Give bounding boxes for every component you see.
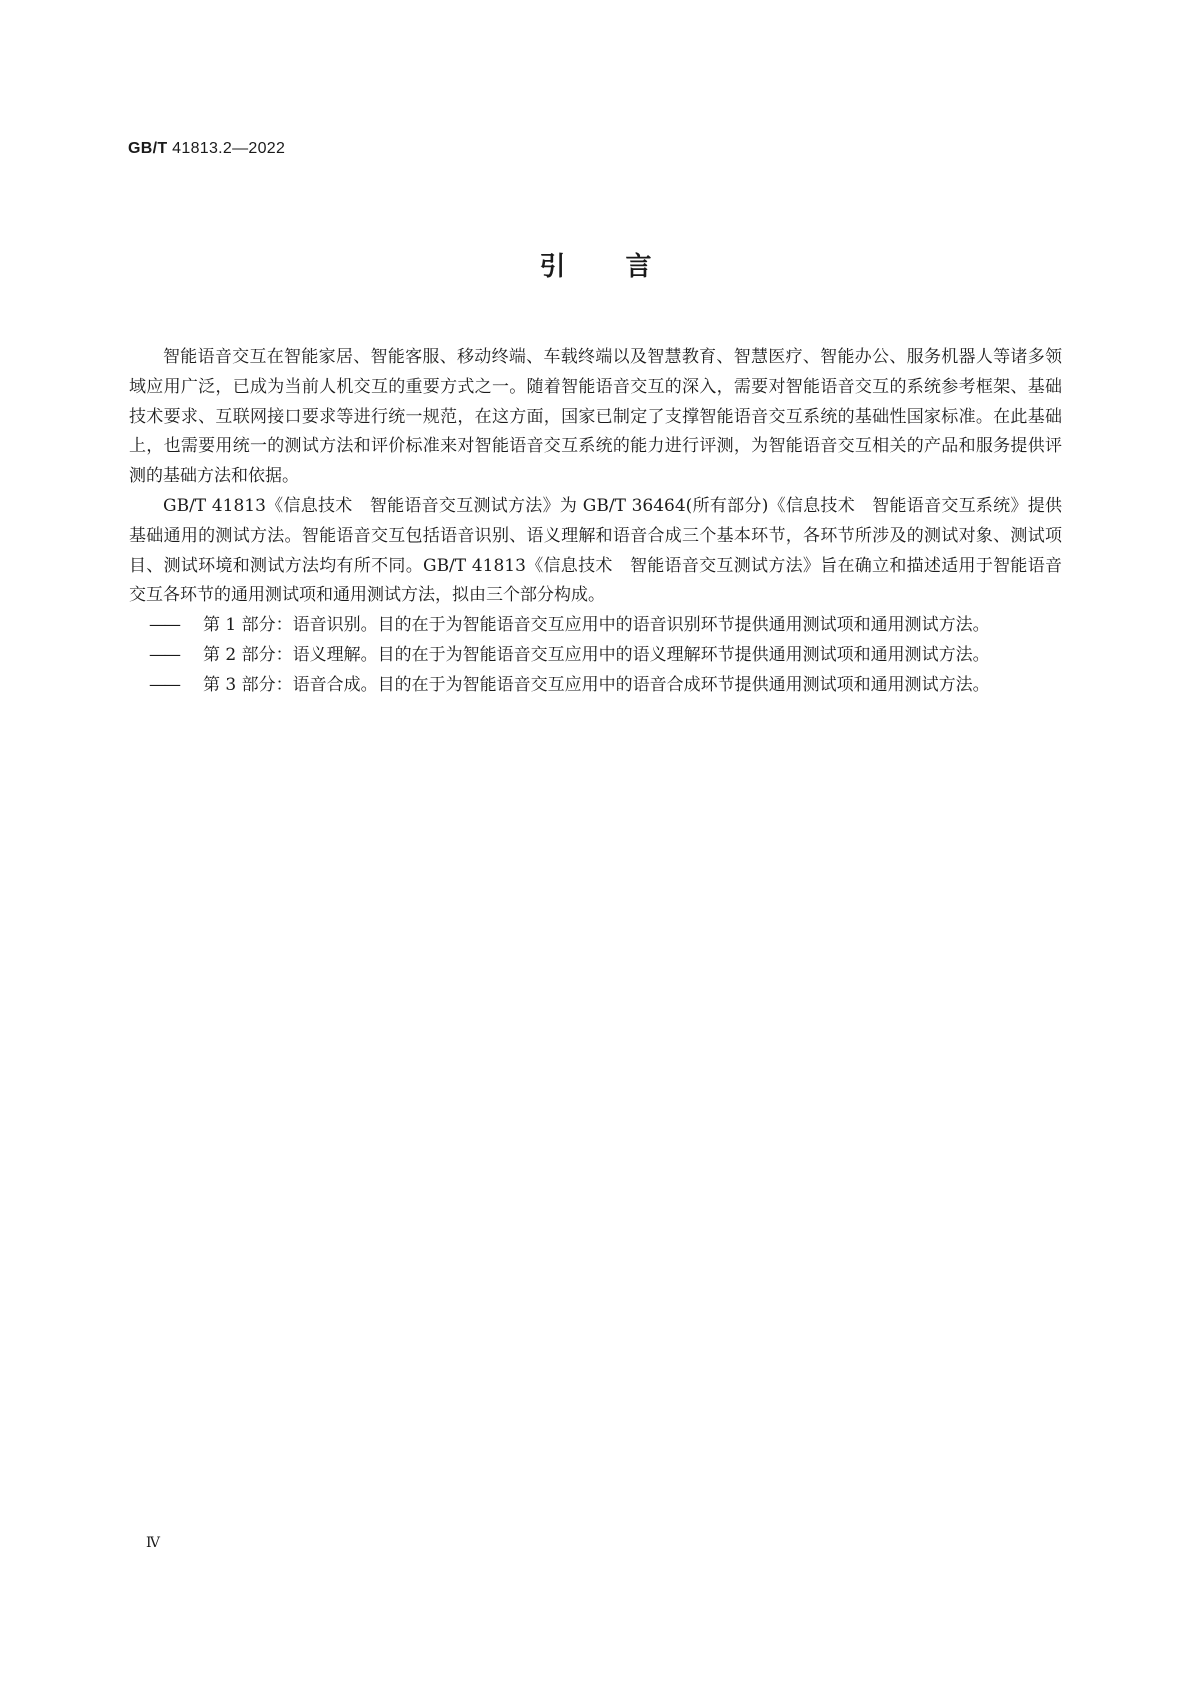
standard-code-prefix: GB/T <box>128 140 168 157</box>
list-item-text: 第 2 部分：语义理解。目的在于为智能语音交互应用中的语义理解环节提供通用测试项和通用测试方法。 <box>203 644 990 665</box>
page-number: Ⅳ <box>146 1535 160 1551</box>
dash-marker: —— <box>149 644 179 665</box>
paragraph-2: GB/T 41813《信息技术 智能语音交互测试方法》为 GB/T 36464(所有部分)《信息技术 智能语音交互系统》提供基础通用的测试方法。智能语音交互包括语音识别、语义理解和语音合成三个基本环节，各环节所涉及的测试对象、测试项目、测试环境和测试方法均有所不同。GB/T 41813《信息技术 智能语音交互测试方法》旨在确立和描述适用于智能语音交互各环节的通用测试项和通用测试方法，拟由三个部分构成。 <box>129 495 1062 606</box>
page-title: 引言 <box>539 252 712 282</box>
standard-code-number: 41813.2—2022 <box>172 140 286 157</box>
list-item-text: 第 3 部分：语音合成。目的在于为智能语音交互应用中的语音合成环节提供通用测试项和通用测试方法。 <box>203 674 990 695</box>
parts-list <box>129 611 1062 700</box>
list-item <box>129 641 1062 671</box>
document-body <box>129 343 1062 701</box>
standard-code <box>128 140 285 158</box>
list-item-text: 第 1 部分：语音识别。目的在于为智能语音交互应用中的语音识别环节提供通用测试项和通用测试方法。 <box>203 615 990 636</box>
dash-marker: —— <box>149 674 179 695</box>
dash-marker: —— <box>149 615 179 636</box>
list-item <box>129 671 1062 701</box>
list-item <box>129 611 1062 641</box>
paragraph-1: 智能语音交互在智能家居、智能客服、移动终端、车载终端以及智慧教育、智慧医疗、智能办公、服务机器人等诸多领域应用广泛，已成为当前人机交互的重要方式之一。随着智能语音交互的深入，需要对智能语音交互的系统参考框架、基础技术要求、互联网接口要求等进行统一规范，在这方面，国家已制定了支撑智能语音交互系统的基础性国家标准。在此基础上，也需要用统一的测试方法和评价标准来对智能语音交互系统的能力进行评测，为智能语音交互相关的产品和服务提供评测的基础方法和依据。 <box>129 347 1062 487</box>
